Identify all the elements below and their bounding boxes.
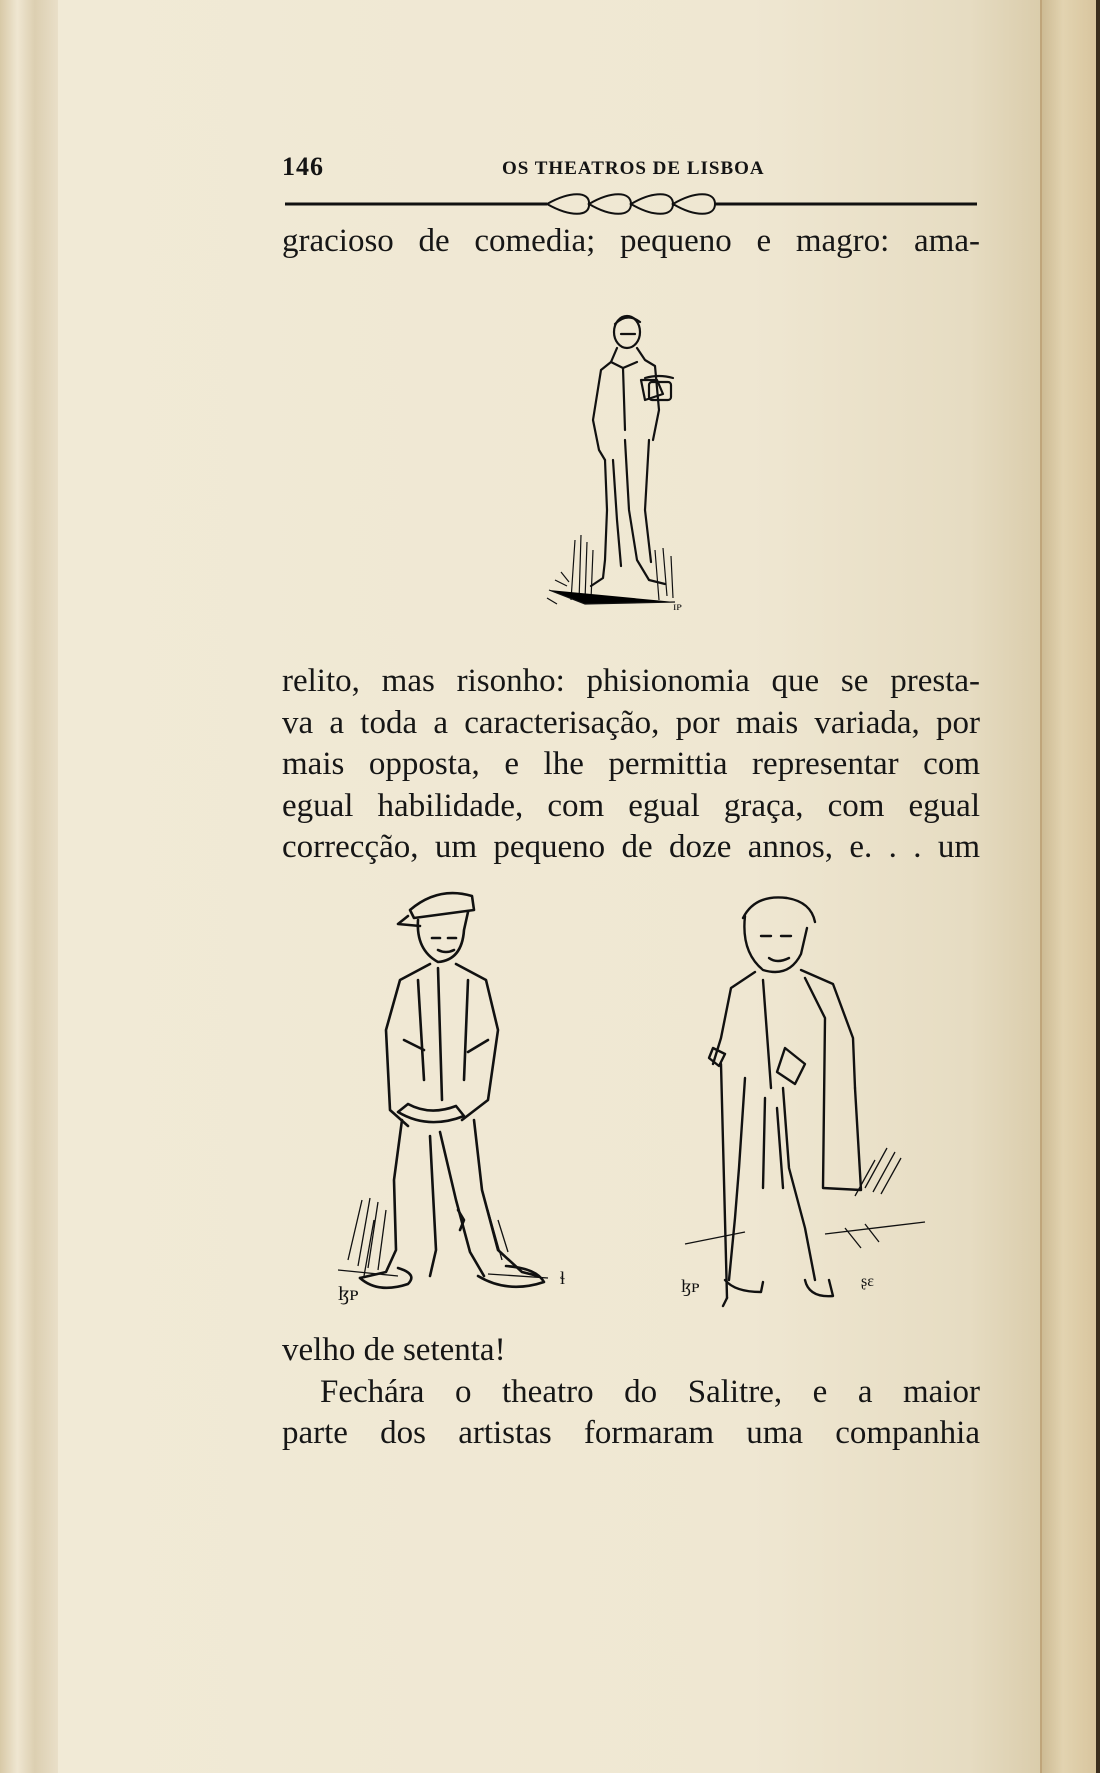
right-page-edge [1040,0,1100,1773]
text-line: mais opposta, e lhe permittia representar com [282,746,980,782]
text-line: egual habilidade, com egual graça, com egual [282,787,980,824]
text-line: gracioso de comedia; pequeno e magro: ama- [282,223,980,259]
paragraph-3 [282,1330,980,1455]
text-line: Fechára o theatro do Salitre, e a maior [320,1373,980,1410]
svg-text:ɬ: ɬ [560,1268,566,1288]
svg-text:ɮᴘ: ɮᴘ [338,1283,359,1305]
svg-text:ɮᴘ: ɮᴘ [681,1276,700,1296]
page-number: 146 [282,152,324,181]
text-line: parte dos artistas formaram uma companhia [282,1415,980,1451]
page-header [282,152,977,186]
text-line: velho de setenta! [282,1332,506,1368]
running-title: OS THEATROS DE LISBOA [502,158,765,179]
svg-text:ɪᴘ: ɪᴘ [673,599,682,613]
left-page-edge [0,0,59,1773]
header-ornament-rule [285,193,977,215]
paragraph-2 [282,661,980,869]
svg-text:ʂɛ: ʂɛ [861,1273,874,1290]
text-line: relito, mas risonho: phisionomia que se presta- [282,663,980,699]
text-line: correcção, um pequeno de doze annos, e. . . um [282,829,980,865]
illustration-boy-in-cap [338,880,588,1310]
illustration-old-man-with-cane [665,888,945,1308]
paragraph-1 [282,221,980,263]
illustration-actor-with-hat [545,310,715,615]
text-line: va a toda a caracterisação, por mais variada, por [282,704,980,741]
